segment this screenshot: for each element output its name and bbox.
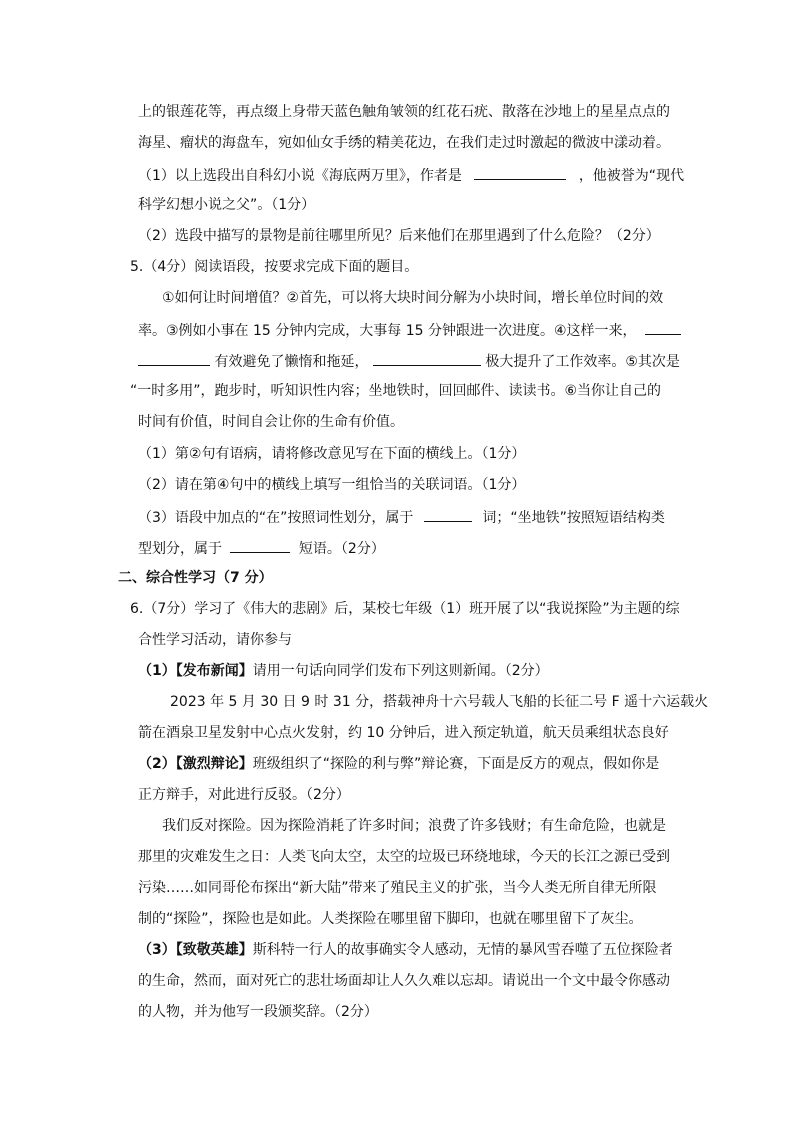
intro-line-2: 海星、瘤状的海盘车，宛如仙女手绣的精美花边，在我们走过时激起的微波中漾动着。 — [138, 135, 670, 151]
q5-blank-1a[interactable] — [645, 319, 681, 335]
q5-sub3-text-d: 短语。（2分） — [298, 541, 385, 557]
q5-sub1: （1）第②句有语病，请将修改意见写在下面的横线上。（1分） — [138, 446, 526, 462]
q5-sub3-text-a: （3）语段中加点的“在”按照词性划分，属于 — [138, 510, 414, 526]
q5-sub3 — [138, 506, 665, 526]
q5-para-line-3 — [138, 350, 680, 370]
q6-sub2 — [138, 754, 659, 774]
q4-sub2: （2）选段中描写的景物是前往哪里所见？后来他们在那里遇到了什么危险？（2分） — [138, 228, 660, 244]
q6-news-line-2: 箭在酒泉卫星发射中心点火发射，约 10 分钟后，进入预定轨道，航天员乘组状态良好 — [138, 725, 669, 741]
q4-author-blank[interactable] — [474, 164, 566, 180]
q6-sub3 — [138, 940, 673, 960]
q5-para-line-1: ①如何让时间增值？②首先，可以将大块时间分解为小块时间，增长单位时间的效 — [162, 290, 664, 306]
intro-line-1: 上的银莲花等，再点缀上身带天蓝色触角皱领的红花石疣、散落在沙地上的星星点点的 — [138, 104, 670, 120]
q6-sub1 — [138, 661, 549, 681]
q4-sub1-text-b: ，他被誉为“现代 — [578, 168, 685, 184]
q6-debate-line-3: 污染……如同哥伦布探出“新大陆”带来了殖民主义的扩张，当今人类无所自律无所限 — [138, 880, 657, 896]
q6-header-line-1: 6.（7分）学习了《伟大的悲剧》后，某校七年级（1）班开展了以“我说探险”为主题的综 — [130, 601, 680, 617]
q6-sub3-text: 斯科特一行人的故事确实令人感动，无情的暴风雪吞噬了五位探险者 — [252, 942, 673, 958]
q5-sub2: （2）请在第④句中的横线上填写一组恰当的关联词语。（1分） — [138, 477, 526, 493]
q4-sub1-text-a: （1）以上选段出自科幻小说《海底两万里》，作者是 — [138, 168, 462, 184]
q5-sub3-text-b: 词；“坐地铁”按照短语结构类 — [482, 510, 665, 526]
q6-debate-line-4: 制的“探险”，探险也是如此。人类探险在哪里留下脚印，也就在哪里留下了灰尘。 — [138, 911, 643, 927]
q4-sub1-cont: 科学幻想小说之父”。（1分） — [138, 197, 316, 213]
q5-header: 5.（4分）阅读语段，按要求完成下面的题目。 — [130, 259, 419, 275]
q4-sub1 — [138, 164, 684, 184]
q6-sub3-tag: （3）【致敬英雄】 — [138, 942, 253, 958]
q5-pos-blank[interactable] — [424, 506, 472, 522]
q5-phrase-blank[interactable] — [230, 537, 290, 553]
q6-sub2-cont: 正方辩手，对此进行反驳。（2分） — [138, 787, 350, 803]
q5-blank-2[interactable] — [373, 350, 481, 366]
q6-sub3-line-2: 的生命，然而，面对死亡的悲壮场面却让人久久难以忘却。请说出一个文中最令你感动 — [138, 973, 670, 989]
q5-para-line-3-text-a: 有效避免了懒惰和拖延， — [214, 354, 369, 370]
q6-news-line-1: 2023 年 5 月 30 日 9 时 31 分，搭载神舟十六号载人飞船的长征二号 F 遥十六运载火 — [170, 694, 709, 710]
q5-sub3-cont — [138, 537, 385, 557]
q6-sub3-line-3: 的人物，并为他写一段颁奖辞。（2分） — [138, 1004, 378, 1020]
q6-header-line-2: 合性学习活动，请你参与 — [138, 632, 292, 648]
q5-para-line-4: “一时多用”，跑步时，听知识性内容；坐地铁时，回回邮件、读读书。⑥当你让自己的 — [130, 383, 662, 399]
q6-debate-line-1: 我们反对探险。因为探险消耗了许多时间；浪费了许多钱财；有生命危险，也就是 — [162, 818, 666, 834]
q6-sub2-tag: （2）【激烈辩论】 — [138, 756, 253, 772]
q5-blank-1b[interactable] — [138, 350, 210, 366]
q5-para-line-2 — [138, 319, 681, 339]
q5-sub3-text-c: 型划分，属于 — [138, 541, 222, 557]
q5-para-line-5: 时间有价值，时间自会让你的生命有价值。 — [138, 414, 404, 430]
q6-sub1-text: 请用一句话向同学们发布下列这则新闻。（2分） — [252, 663, 549, 679]
section2-title: 二、综合性学习（7 分） — [118, 570, 273, 586]
q6-sub1-tag: （1）【发布新闻】 — [138, 663, 253, 679]
q5-para-line-3-text-b: 极大提升了工作效率。⑤其次是 — [485, 354, 680, 370]
q6-debate-line-2: 那里的灾难发生之日：人类飞向太空，太空的垃圾已环绕地球，今天的长江之源已受到 — [138, 849, 670, 865]
q5-para-line-2-text: 率。③例如小事在 15 分钟内完成，大事每 15 分钟跟进一次进度。④这样一来， — [138, 323, 637, 339]
q6-sub2-text: 班级组织了“探险的利与弊”辩论赛，下面是反方的观点，假如你是 — [252, 756, 660, 772]
